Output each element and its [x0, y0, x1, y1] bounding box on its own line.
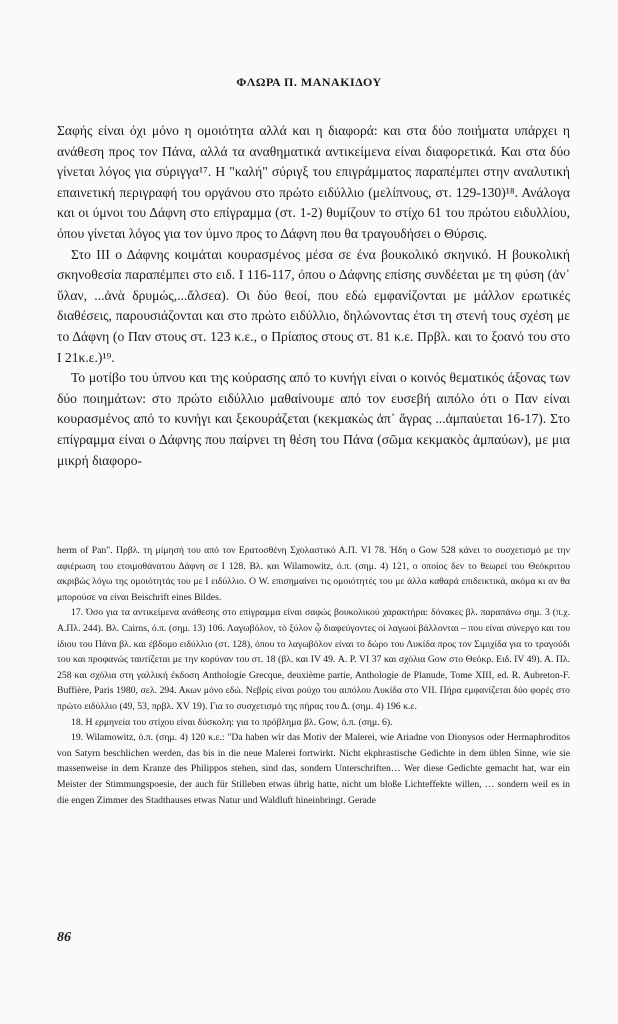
body-paragraph: Το μοτίβο του ύπνου και της κούρασης από το κυνήγι είναι ο κοινός θεματικός άξονας των δύο ποιημάτων: στο πρώτο ειδύλλιο μαθαίνουμε από τον ευσεβή αιπόλο ότι ο Παν είναι κουρασμένος από το κυνήγι και ξεκουράζεται (κεκμακὼς ἀπ᾽ ἄγρας ...ἀμπαύεται 16-17). Στο επίγραμμα είναι ο Δάφνης που παίρνει τη θέση του Πάνα (σῶμα κεκμακὸς ἀμπαύων), με μια μικρή διαφορο-	[57, 370, 570, 468]
footnote-17: 17. Όσο για τα αντικείμενα ανάθεσης στο επίγραμμα είναι σαφώς βουκολικού χαρακτήρα: δόνακες βλ. παραπάνω σημ. 3 (π.χ. Α.Πλ. 244). Βλ. Cairns, ό.π. (σημ. 13) 106. Λαγωβόλον, τὸ ξύλον ᾧ διαφεύγοντες οἱ λαγωοί βάλλονται – που είναι σύνεργο και του ίδιου του Πάνα βλ. και έβδομο ειδύλλιο (στ. 128), όπου το λαγωβόλον είναι το δώρο του Λυκίδα προς τον Σιμιχίδα για το τραγούδι του και προφανώς ταυτίζεται με την κορύναν του στ. 18 (βλ. και IV 49. Α. Ρ. VI 37 και σχόλια Gow στο Θεόκρ. Ειδ. IV 49). Α. Πλ. 258 και σχόλια στη γαλλική έκδοση Anthologie Grecque, deuxième partie, Anthologie de Planude, Tome XIII, ed. R. Aubreton-F. Buffière, Paris 1980, σελ. 294. Ακων μόνο εδώ. Νεβρίς είναι ρούχο του αιπόλου Λυκίδα στο VII. Πήρα εμφανίζεται δύο φορές στο πρώτο ειδύλλιο (49, 53, πρβλ. XV 19). Για το συσχετισμό της πήρας του Δ. (σημ. 4) 196 κ.ε.	[57, 607, 570, 712]
body-text	[57, 121, 570, 471]
body-paragraph: Στο ΙΙΙ ο Δάφνης κοιμάται κουρασμένος μέσα σε ένα βουκολικό σκηνικό. Η βουκολική σκηνοθεσία παραπέμπει στο ειδ. Ι 116-117, όπου ο Δάφνης επίσης συνδέεται με τη φύση (ἀν᾽ ὕλαν, ...ἀνὰ δρυμώς,...ἄλσεα). Οι δύο θεοί, που εδώ εμφανίζονται με μάλλον ερωτικές διαθέσεις, παρουσιάζονται και στο πρώτο ειδύλλιο, δηλώνοντας έτσι τη στενή τους σχέση με το Δάφνη (ο Παν στους στ. 123 κ.ε., ο Πρίαπος στους στ. 81 κ.ε. Πρβλ. και το ξοανό του στο Ι 21κ.ε.)¹⁹.	[57, 246, 570, 365]
footnote-19: 19. Wilamowitz, ό.π. (σημ. 4) 120 κ.ε.: "Da haben wir das Motiv der Malerei, wie Ariadne von Dionysos oder Hermaphroditos von Satyrn beschlichen werden, das bis in die neue Malerei fortwirkt. Nicht ekphrastische Gedichte in dem üblen Sinne, wie sie massenweise in dem Kranze des Philippos stehen, sind das, sondern Unterschriften… Wer diese Gedichte gemacht hat, war ein Meister der Stimmungspoesie, der auch für Stilleben etwas übrig hatte, nicht um bloße Lichteffekte willen, … sondern weil es in die engen Zimmer des Stadthauses etwas Natur und Waldluft hineinbringt. Gerade	[57, 732, 570, 806]
body-paragraph: Σαφής είναι όχι μόνο η ομοιότητα αλλά και η διαφορά: και στα δύο ποιήματα υπάρχει η ανάθεση προς τον Πάνα, αλλά τα αναθηματικά αντικείμενα είναι διαφορετικά. Και στα δύο γίνεται λόγος για σύριγγα¹⁷. Η "καλή" σύριγξ του επιγράμματος παραπέμπει στην αναλυτική επαινετική περιγραφή του οργάνου στο πρώτο ειδύλλιο (μελίπνους, στ. 129-130)¹⁸. Ανάλογα και οι ύμνοι του Δάφνη στο επίγραμμα (στ. 1-2) θυμίζουν το στίχο 61 του πρώτου ειδυλλίου, όπου γίνεται λόγος για τον ύμνο προς το Δάφνη που θα τραγουδήσει ο Θύρσις.	[57, 123, 570, 241]
running-head: ΦΛΩΡΑ Π. ΜΑΝΑΚΙΔΟΥ	[236, 75, 382, 89]
page-number: 86	[57, 930, 71, 945]
footnote-18: 18. Η ερμηνεία του στίχου είναι δύσκολη: για το πρόβλημα βλ. Gow, ό.π. (σημ. 6).	[71, 716, 393, 728]
footnote-continuation: herm of Pan". Πρβλ. τη μίμησή του από τον Ερατοσθένη Σχολαστικό Α.Π. VI 78. Ήδη ο Gow 528 κάνει το συσχετισμό με την αφιέρωση του ετοιμοθάνατου Δάφνη σε Ι 128. Βλ. και Wilamowitz, ό.π. (σημ. 4) 121, ο οποίος δεν το θεωρεί του Θεόκριτου ακριβώς λόγω της ομοιότητάς του με Ι ειδύλλιο. Ο W. επισημαίνει τις ομοιότητές του με άλλα καθαρά επιδεικτικά, ακόμα κι αν θα μπορούσε να είναι Beischrift eines Bildes.	[57, 545, 570, 603]
footnotes	[57, 543, 570, 808]
